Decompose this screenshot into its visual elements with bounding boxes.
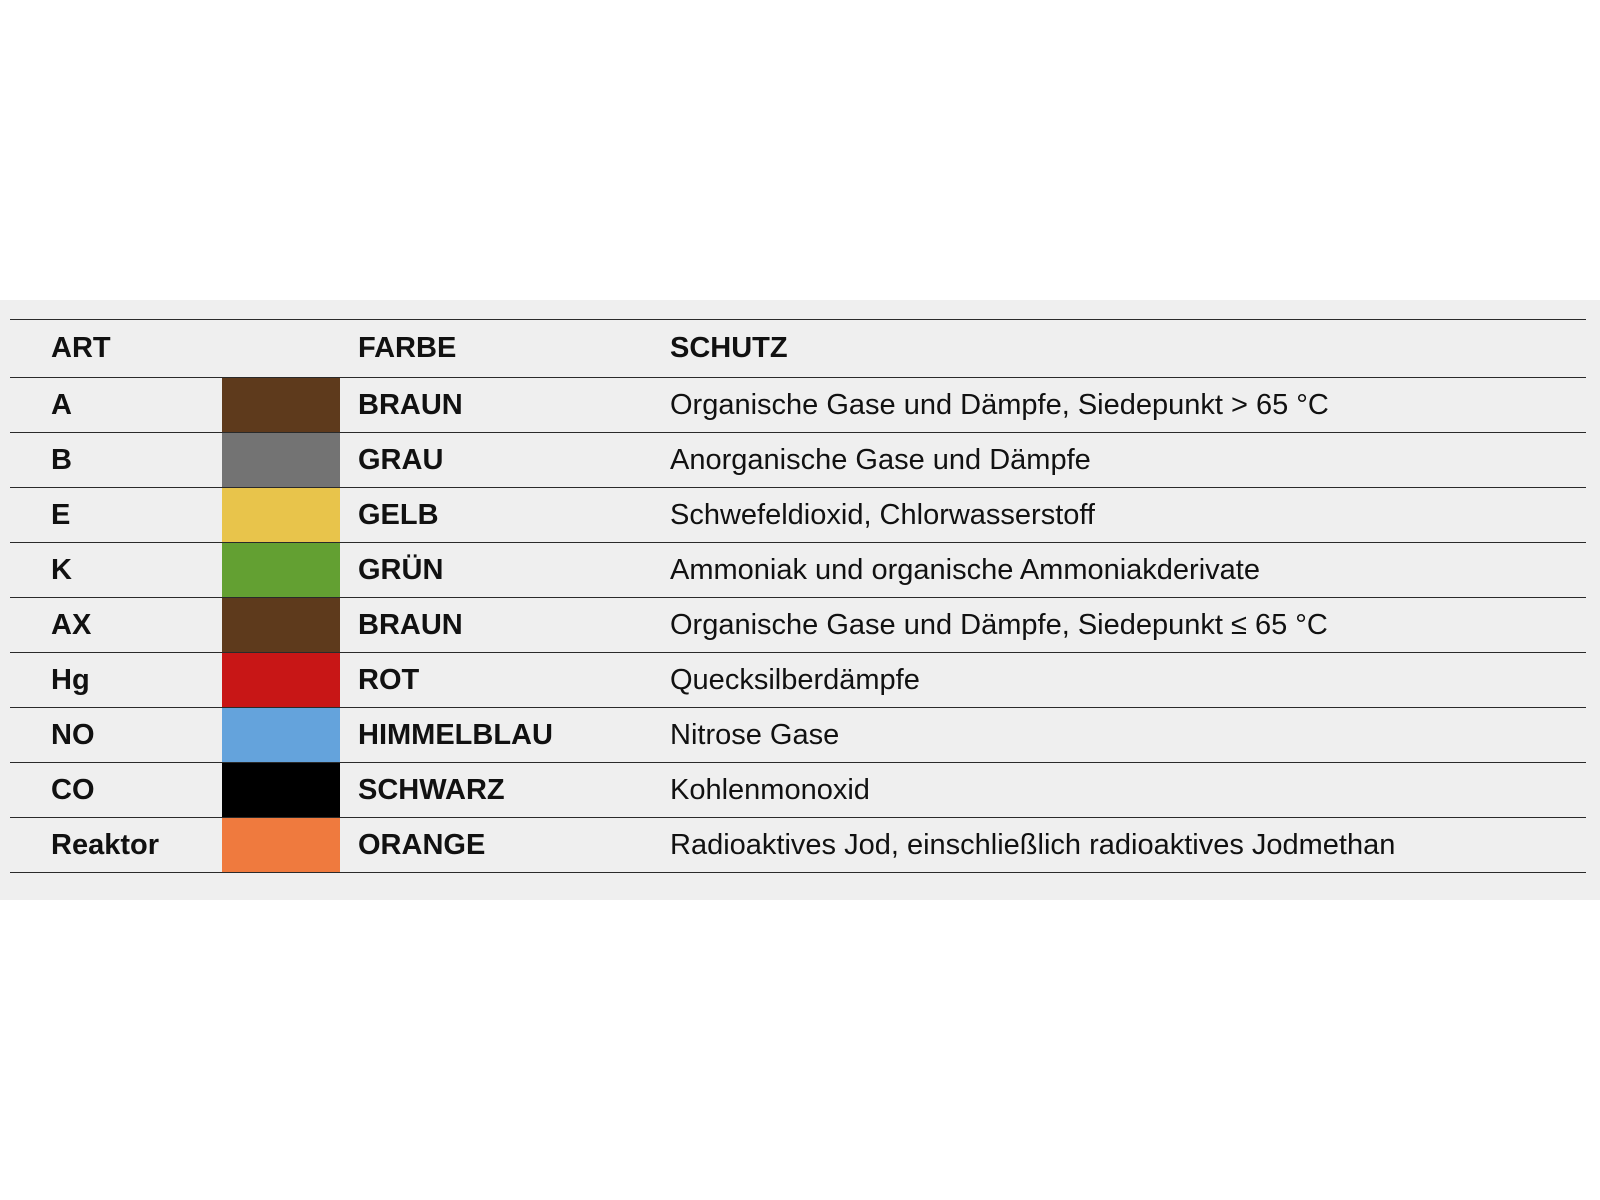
table-row: [10, 708, 1586, 763]
color-swatch: [222, 433, 340, 487]
row-schutz: Schwefeldioxid, Chlorwasserstoff: [670, 498, 1095, 531]
row-art: E: [51, 498, 71, 531]
row-farbe: ORANGE: [358, 828, 486, 861]
color-swatch: [222, 543, 340, 597]
row-farbe: BRAUN: [358, 608, 463, 641]
header-farbe: FARBE: [358, 332, 457, 364]
row-schutz: Nitrose Gase: [670, 718, 840, 751]
color-swatch: [222, 598, 340, 652]
row-farbe: HIMMELBLAU: [358, 718, 553, 751]
table-row: [10, 598, 1586, 653]
color-swatch: [222, 653, 340, 707]
table-row: [10, 818, 1586, 873]
row-art: K: [51, 553, 72, 586]
row-art: Reaktor: [51, 828, 159, 861]
color-swatch: [222, 763, 340, 817]
row-schutz: Ammoniak und organische Ammoniakderivate: [670, 553, 1260, 586]
row-farbe: BRAUN: [358, 388, 463, 421]
row-art: AX: [51, 608, 92, 641]
table-row: [10, 543, 1586, 598]
color-swatch: [222, 488, 340, 542]
row-schutz: Anorganische Gase und Dämpfe: [670, 443, 1091, 476]
table-row: [10, 433, 1586, 488]
header-schutz: SCHUTZ: [670, 332, 788, 364]
row-schutz: Organische Gase und Dämpfe, Siedepunkt ≤ 65 °C: [670, 608, 1328, 641]
row-art: Hg: [51, 663, 90, 696]
row-farbe: GRÜN: [358, 553, 444, 586]
table-header-row: [10, 320, 1586, 378]
row-art: CO: [51, 773, 95, 806]
row-art: B: [51, 443, 72, 476]
row-schutz: Organische Gase und Dämpfe, Siedepunkt > 65 °C: [670, 388, 1329, 421]
header-art: ART: [51, 332, 111, 364]
color-swatch: [222, 818, 340, 872]
row-art: A: [51, 388, 72, 421]
row-farbe: GELB: [358, 498, 439, 531]
row-farbe: SCHWARZ: [358, 773, 505, 806]
table-row: [10, 488, 1586, 543]
row-schutz: Quecksilberdämpfe: [670, 663, 920, 696]
row-farbe: ROT: [358, 663, 420, 696]
table-row: [10, 763, 1586, 818]
row-art: NO: [51, 718, 95, 751]
table-row: [10, 378, 1586, 433]
row-schutz: Kohlenmonoxid: [670, 773, 870, 806]
color-swatch: [222, 378, 340, 432]
filter-color-table: [10, 319, 1586, 873]
color-swatch: [222, 708, 340, 762]
table-row: [10, 653, 1586, 708]
row-farbe: GRAU: [358, 443, 444, 476]
row-schutz: Radioaktives Jod, einschließlich radioaktives Jodmethan: [670, 828, 1396, 861]
